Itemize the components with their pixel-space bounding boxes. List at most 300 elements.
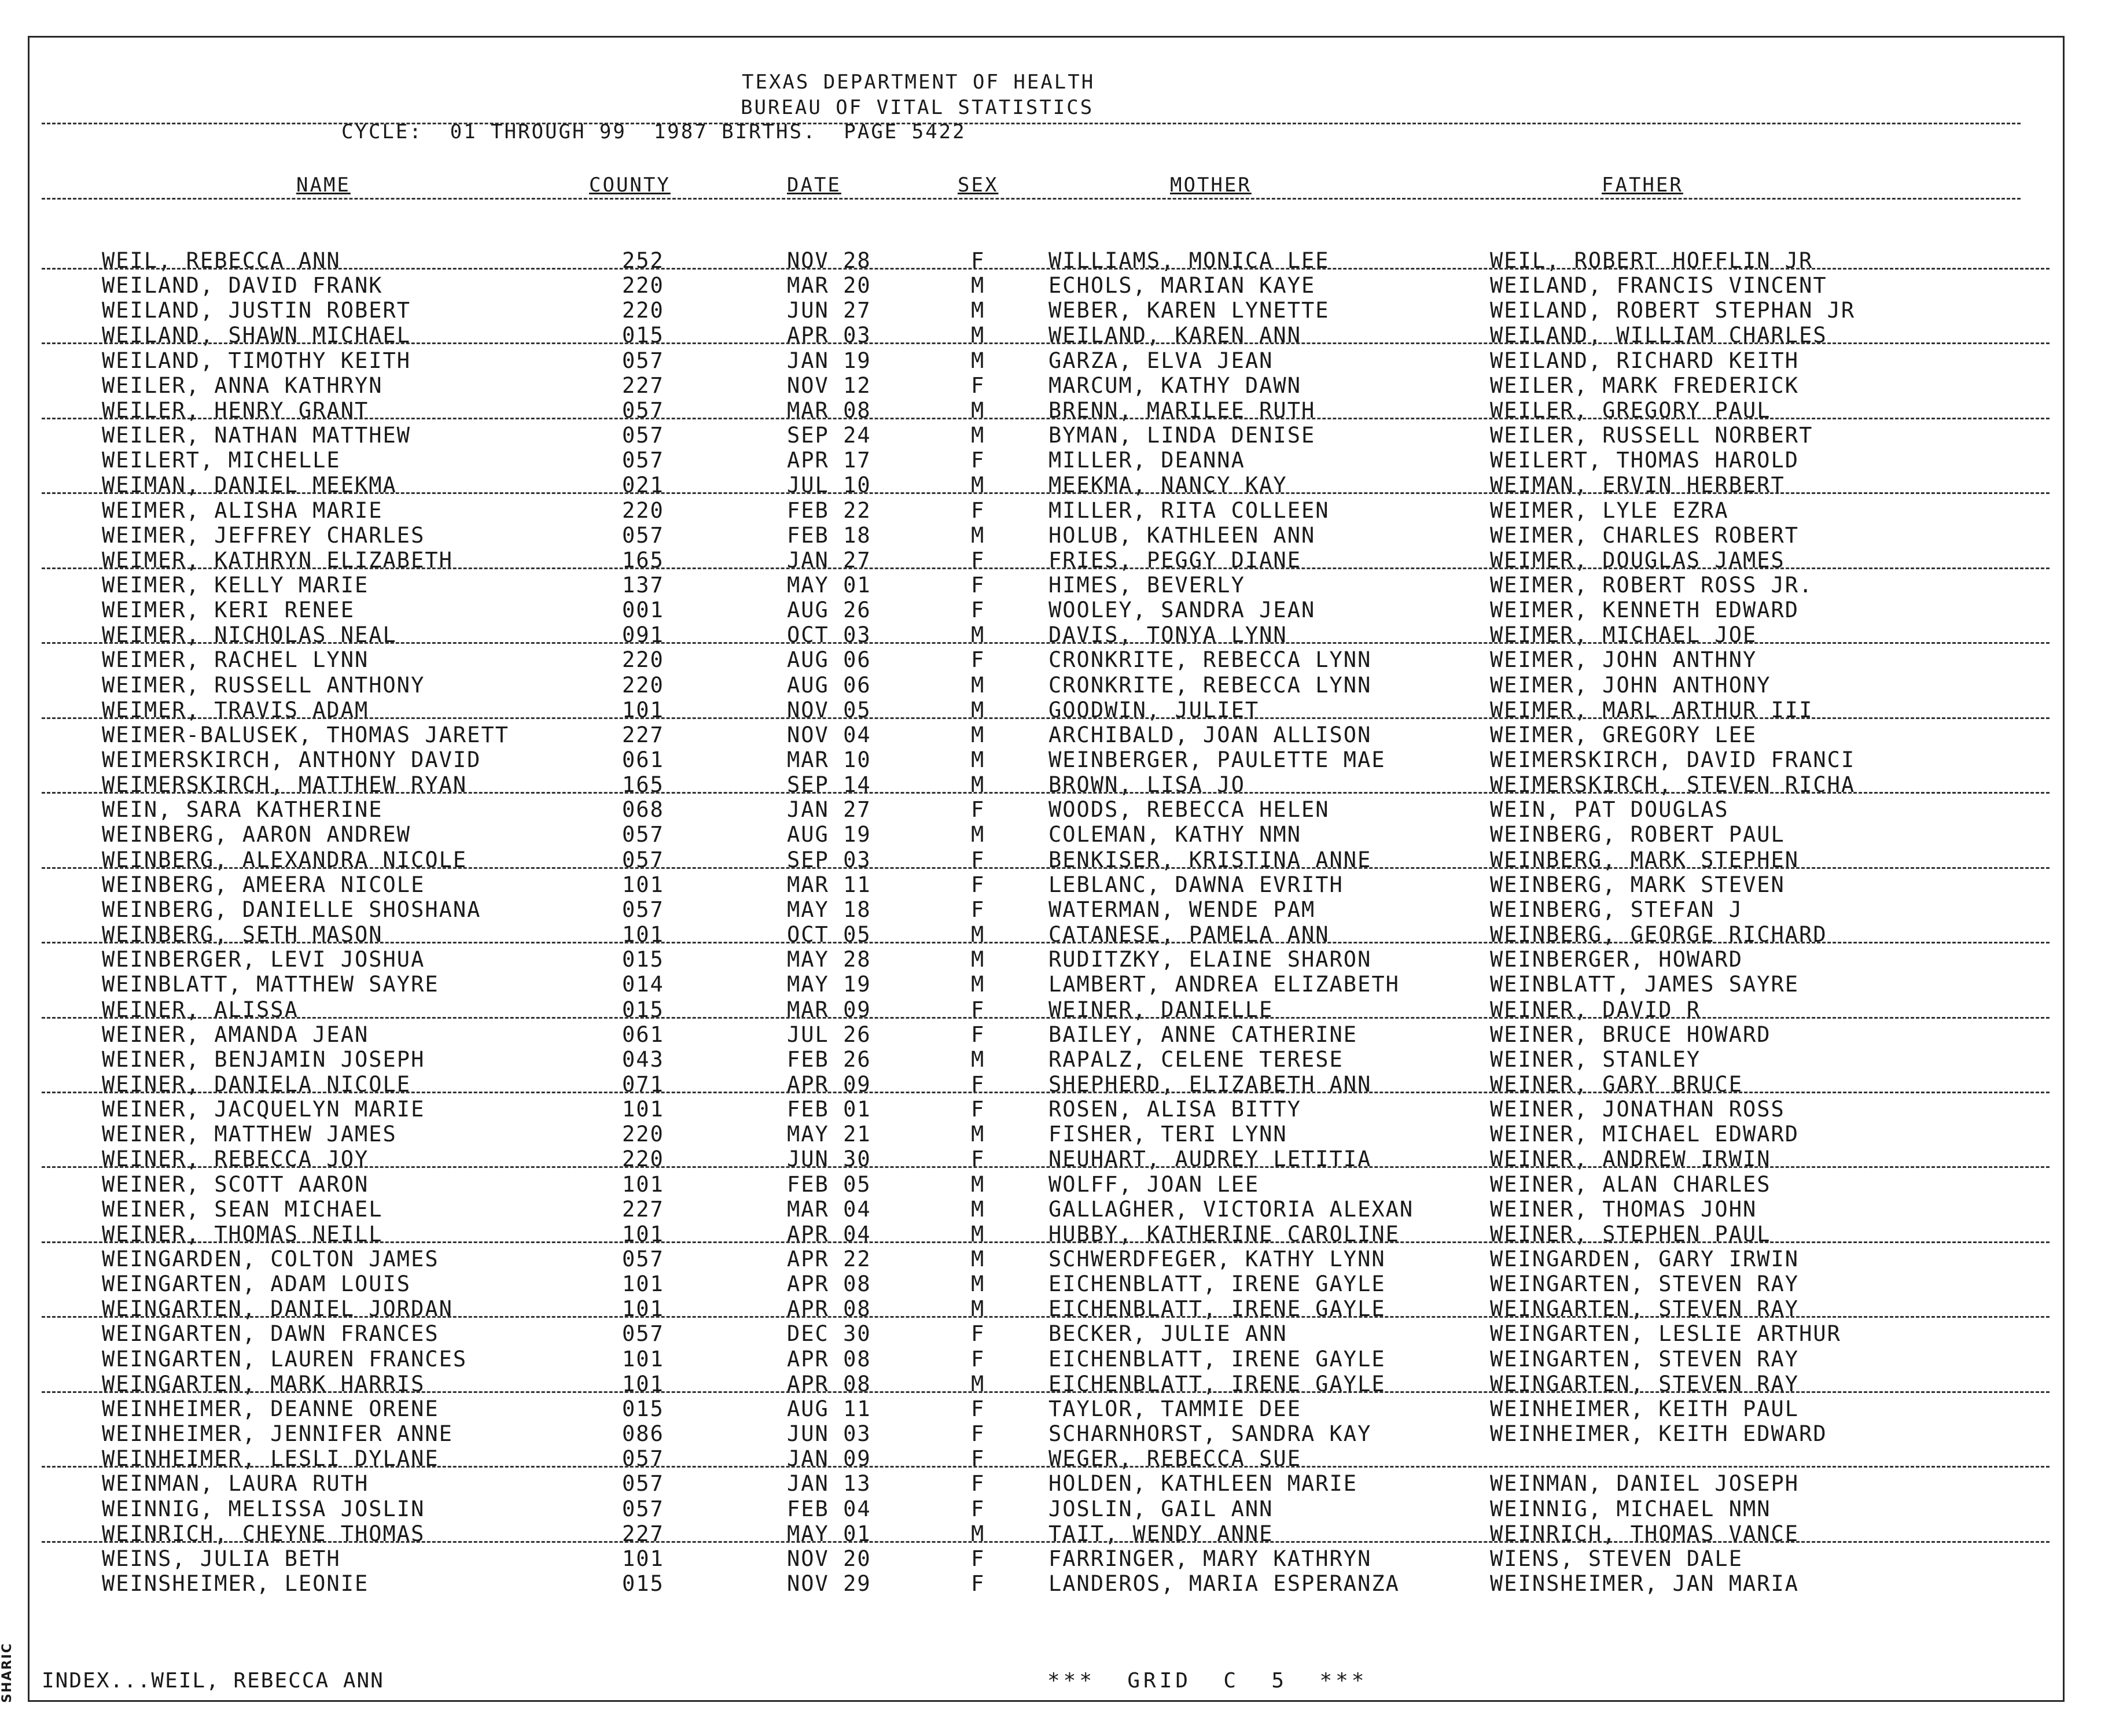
- cell-date: NOV 12: [787, 374, 871, 398]
- table-row: [0, 823, 2112, 847]
- cell-sex: F: [971, 598, 985, 622]
- side-stamp: [0, 1640, 21, 1709]
- cell-father: WEINER, THOMAS JOHN: [1490, 1197, 1757, 1222]
- cell-father: WEINSHEIMER, JAN MARIA: [1490, 1572, 1800, 1596]
- table-row: [0, 723, 2112, 747]
- cell-date: MAY 28: [787, 948, 871, 972]
- cell-county: 057: [622, 399, 664, 423]
- cell-name: WEINER, SCOTT AARON: [102, 1173, 369, 1197]
- cell-date: APR 04: [787, 1222, 871, 1247]
- cell-name: WEILAND, DAVID FRANK: [102, 274, 383, 298]
- cell-sex: M: [971, 748, 985, 772]
- table-row: [0, 1572, 2112, 1596]
- cell-mother: HUBBY, KATHERINE CAROLINE: [1048, 1222, 1400, 1247]
- cell-date: SEP 14: [787, 773, 871, 797]
- table-row: [0, 249, 2112, 273]
- cell-county: 101: [622, 1272, 664, 1296]
- cell-county: 015: [622, 323, 664, 348]
- header-rule: [42, 123, 2021, 124]
- cell-sex: M: [971, 923, 985, 947]
- cell-father: WEILER, RUSSELL NORBERT: [1490, 423, 1813, 448]
- cell-county: 220: [622, 298, 664, 323]
- cell-sex: F: [971, 848, 985, 872]
- cell-sex: F: [971, 499, 985, 523]
- cell-mother: EICHENBLATT, IRENE GAYLE: [1048, 1297, 1386, 1321]
- table-row: [0, 648, 2112, 672]
- cell-county: 227: [622, 1197, 664, 1222]
- cell-mother: ARCHIBALD, JOAN ALLISON: [1048, 723, 1372, 747]
- table-row: [0, 623, 2112, 647]
- cell-mother: EICHENBLATT, IRENE GAYLE: [1048, 1347, 1386, 1372]
- table-row: [0, 1272, 2112, 1296]
- table-row: [0, 573, 2112, 598]
- cell-father: WEINER, DAVID R: [1490, 998, 1701, 1022]
- cell-name: WEINBERG, DANIELLE SHOSHANA: [102, 898, 481, 922]
- cell-mother: DAVIS, TONYA LYNN: [1048, 623, 1287, 647]
- table-row: [0, 972, 2112, 997]
- cell-mother: FISHER, TERI LYNN: [1048, 1122, 1287, 1147]
- cell-mother: LAMBERT, ANDREA ELIZABETH: [1048, 972, 1400, 997]
- cell-mother: HIMES, BEVERLY: [1048, 573, 1245, 598]
- cell-father: WEILAND, ROBERT STEPHAN JR: [1490, 298, 1856, 323]
- cell-sex: F: [971, 374, 985, 398]
- cell-father: WEINER, ANDREW IRWIN: [1490, 1147, 1771, 1171]
- cell-date: JAN 27: [787, 548, 871, 573]
- cell-mother: FRIES, PEGGY DIANE: [1048, 548, 1301, 573]
- cell-name: WEINSHEIMER, LEONIE: [102, 1572, 369, 1596]
- cell-name: WEIMER, NICHOLAS NEAL: [102, 623, 397, 647]
- cell-date: AUG 19: [787, 823, 871, 847]
- cell-county: 071: [622, 1072, 664, 1097]
- cell-mother: HOLUB, KATHLEEN ANN: [1048, 524, 1316, 548]
- table-row: [0, 1322, 2112, 1346]
- cell-name: WEIMER, ALISHA MARIE: [102, 499, 383, 523]
- cell-county: 220: [622, 1147, 664, 1171]
- cell-name: WEIMERSKIRCH, ANTHONY DAVID: [102, 748, 481, 772]
- table-row: [0, 423, 2112, 448]
- table-row: [0, 473, 2112, 497]
- cell-date: MAR 08: [787, 399, 871, 423]
- cell-name: WEIN, SARA KATHERINE: [102, 798, 383, 822]
- cell-county: 015: [622, 948, 664, 972]
- table-row: [0, 1422, 2112, 1446]
- cell-name: WEINGARDEN, COLTON JAMES: [102, 1247, 439, 1271]
- cell-mother: WEILAND, KAREN ANN: [1048, 323, 1301, 348]
- table-row: [0, 1372, 2112, 1396]
- cell-sex: F: [971, 448, 985, 473]
- table-row: [0, 323, 2112, 348]
- cell-father: WEIMER, GREGORY LEE: [1490, 723, 1757, 747]
- cell-date: MAR 09: [787, 998, 871, 1022]
- cell-father: WEINBLATT, JAMES SAYRE: [1490, 972, 1800, 997]
- cell-name: WEILAND, TIMOTHY KEITH: [102, 349, 411, 373]
- cell-sex: M: [971, 1522, 985, 1546]
- cell-father: WEIMER, LYLE EZRA: [1490, 499, 1729, 523]
- cell-sex: F: [971, 873, 985, 897]
- cell-mother: WEGER, REBECCA SUE: [1048, 1447, 1301, 1471]
- cell-county: 165: [622, 548, 664, 573]
- column-mother: MOTHER: [1170, 174, 1252, 197]
- cell-mother: WATERMAN, WENDE PAM: [1048, 898, 1316, 922]
- cell-mother: BAILEY, ANNE CATHERINE: [1048, 1023, 1358, 1047]
- cell-name: WEIMER, RUSSELL ANTHONY: [102, 673, 425, 698]
- cell-sex: F: [971, 548, 985, 573]
- cell-sex: M: [971, 524, 985, 548]
- table-row: [0, 673, 2112, 698]
- cell-father: WEIL, ROBERT HOFFLIN JR: [1490, 249, 1813, 273]
- cell-date: APR 08: [787, 1372, 871, 1396]
- cell-county: 057: [622, 1322, 664, 1346]
- cell-father: WEIN, PAT DOUGLAS: [1490, 798, 1729, 822]
- cell-mother: CATANESE, PAMELA ANN: [1048, 923, 1330, 947]
- cell-county: 101: [622, 923, 664, 947]
- table-row: [0, 773, 2112, 797]
- cell-sex: F: [971, 1422, 985, 1446]
- cell-father: WEIMER, DOUGLAS JAMES: [1490, 548, 1785, 573]
- cell-father: WEILAND, RICHARD KEITH: [1490, 349, 1800, 373]
- cell-date: MAY 01: [787, 1522, 871, 1546]
- cell-sex: F: [971, 1097, 985, 1122]
- cell-father: WEIMAN, ERVIN HERBERT: [1490, 473, 1785, 497]
- cell-mother: BROWN, LISA JO: [1048, 773, 1245, 797]
- cell-name: WEINBERGER, LEVI JOSHUA: [102, 948, 425, 972]
- cell-sex: M: [971, 298, 985, 323]
- cell-mother: BENKISER, KRISTINA ANNE: [1048, 848, 1372, 872]
- cell-father: WEILAND, FRANCIS VINCENT: [1490, 274, 1827, 298]
- cell-date: APR 08: [787, 1272, 871, 1296]
- cell-name: WEIMER, JEFFREY CHARLES: [102, 524, 425, 548]
- cell-father: WEINBERGER, HOWARD: [1490, 948, 1743, 972]
- cell-date: FEB 26: [787, 1048, 871, 1072]
- cell-father: WEIMER, KENNETH EDWARD: [1490, 598, 1800, 622]
- cell-name: WEINS, JULIA BETH: [102, 1547, 341, 1571]
- cell-county: 057: [622, 823, 664, 847]
- cell-father: WEINGARDEN, GARY IRWIN: [1490, 1247, 1800, 1271]
- table-row: [0, 923, 2112, 947]
- cell-date: FEB 04: [787, 1497, 871, 1521]
- cell-sex: F: [971, 1472, 985, 1496]
- cell-name: WEIMER, KELLY MARIE: [102, 573, 369, 598]
- cell-name: WEINER, BENJAMIN JOSEPH: [102, 1048, 425, 1072]
- cell-mother: RAPALZ, CELENE TERESE: [1048, 1048, 1344, 1072]
- cell-mother: COLEMAN, KATHY NMN: [1048, 823, 1301, 847]
- column-name: NAME: [296, 174, 351, 197]
- cell-county: 227: [622, 374, 664, 398]
- cell-sex: M: [971, 1272, 985, 1296]
- cell-name: WEIL, REBECCA ANN: [102, 249, 341, 273]
- cell-date: FEB 01: [787, 1097, 871, 1122]
- cell-county: 014: [622, 972, 664, 997]
- cell-name: WEINER, AMANDA JEAN: [102, 1023, 369, 1047]
- cell-county: 061: [622, 1023, 664, 1047]
- cell-date: FEB 05: [787, 1173, 871, 1197]
- cell-mother: ECHOLS, MARIAN KAYE: [1048, 274, 1316, 298]
- cell-sex: F: [971, 1147, 985, 1171]
- cell-date: JUL 10: [787, 473, 871, 497]
- cell-county: 057: [622, 1497, 664, 1521]
- cell-name: WEILAND, JUSTIN ROBERT: [102, 298, 411, 323]
- cell-county: 137: [622, 573, 664, 598]
- cell-name: WEINER, DANIELA NICOLE: [102, 1072, 411, 1097]
- cell-father: WEINER, ALAN CHARLES: [1490, 1173, 1771, 1197]
- cell-date: FEB 18: [787, 524, 871, 548]
- cell-name: WEILER, NATHAN MATTHEW: [102, 423, 411, 448]
- cell-county: 057: [622, 423, 664, 448]
- cell-county: 227: [622, 1522, 664, 1546]
- cell-mother: BRENN, MARILEE RUTH: [1048, 399, 1316, 423]
- cell-father: WEINHEIMER, KEITH PAUL: [1490, 1397, 1800, 1421]
- cell-sex: M: [971, 623, 985, 647]
- cell-sex: M: [971, 399, 985, 423]
- cell-county: 101: [622, 1297, 664, 1321]
- cell-sex: F: [971, 898, 985, 922]
- table-row: [0, 1247, 2112, 1271]
- cell-sex: F: [971, 648, 985, 672]
- cell-sex: M: [971, 1222, 985, 1247]
- cell-mother: FARRINGER, MARY KATHRYN: [1048, 1547, 1372, 1571]
- cell-date: NOV 28: [787, 249, 871, 273]
- cell-mother: MARCUM, KATHY DAWN: [1048, 374, 1301, 398]
- cell-father: WEINGARTEN, STEVEN RAY: [1490, 1372, 1800, 1396]
- cell-date: SEP 24: [787, 423, 871, 448]
- cell-father: WEINGARTEN, STEVEN RAY: [1490, 1297, 1800, 1321]
- table-row: [0, 698, 2112, 723]
- cell-mother: WEINBERGER, PAULETTE MAE: [1048, 748, 1386, 772]
- cell-date: MAR 11: [787, 873, 871, 897]
- column-county: COUNTY: [589, 174, 671, 197]
- cell-mother: EICHENBLATT, IRENE GAYLE: [1048, 1372, 1386, 1396]
- cell-county: 015: [622, 1572, 664, 1596]
- cell-father: WEINER, MICHAEL EDWARD: [1490, 1122, 1800, 1147]
- cell-mother: CRONKRITE, REBECCA LYNN: [1048, 648, 1372, 672]
- cell-sex: F: [971, 573, 985, 598]
- cell-mother: GARZA, ELVA JEAN: [1048, 349, 1274, 373]
- cell-sex: M: [971, 473, 985, 497]
- side-stamp-text: SHARIC: [0, 1642, 14, 1703]
- table-row: [0, 1397, 2112, 1421]
- cell-name: WEILER, HENRY GRANT: [102, 399, 369, 423]
- cell-mother: LANDEROS, MARIA ESPERANZA: [1048, 1572, 1400, 1596]
- cell-father: WEINBERG, STEFAN J: [1490, 898, 1743, 922]
- cell-county: 101: [622, 1547, 664, 1571]
- cell-county: 220: [622, 673, 664, 698]
- cell-date: JUN 03: [787, 1422, 871, 1446]
- cell-name: WEIMER, KERI RENEE: [102, 598, 355, 622]
- cell-sex: M: [971, 723, 985, 747]
- column-father: FATHER: [1602, 174, 1683, 197]
- cell-date: MAY 01: [787, 573, 871, 598]
- cell-mother: LEBLANC, DAWNA EVRITH: [1048, 873, 1344, 897]
- cell-father: WEINBERG, GEORGE RICHARD: [1490, 923, 1827, 947]
- cell-mother: SHEPHERD, ELIZABETH ANN: [1048, 1072, 1372, 1097]
- cell-sex: M: [971, 948, 985, 972]
- cell-mother: BECKER, JULIE ANN: [1048, 1322, 1287, 1346]
- cell-name: WEILERT, MICHELLE: [102, 448, 341, 473]
- column-sex: SEX: [958, 174, 999, 197]
- cell-date: AUG 06: [787, 648, 871, 672]
- cell-name: WEINGARTEN, DAWN FRANCES: [102, 1322, 439, 1346]
- cell-father: WEINBERG, MARK STEVEN: [1490, 873, 1785, 897]
- cell-county: 101: [622, 1173, 664, 1197]
- cell-name: WEINBERG, AMEERA NICOLE: [102, 873, 425, 897]
- cell-county: 252: [622, 249, 664, 273]
- table-row: [0, 1048, 2112, 1072]
- cell-sex: F: [971, 1347, 985, 1372]
- table-row: [0, 998, 2112, 1022]
- cell-father: WEIMERSKIRCH, DAVID FRANCI: [1490, 748, 1856, 772]
- cell-mother: ROSEN, ALISA BITTY: [1048, 1097, 1301, 1122]
- cell-name: WEINHEIMER, LESLI DYLANE: [102, 1447, 439, 1471]
- table-row: [0, 1197, 2112, 1222]
- cell-date: JAN 09: [787, 1447, 871, 1471]
- cell-sex: M: [971, 673, 985, 698]
- cell-date: MAR 20: [787, 274, 871, 298]
- table-row: [0, 349, 2112, 373]
- table-row: [0, 524, 2112, 548]
- cell-father: WEINRICH, THOMAS VANCE: [1490, 1522, 1800, 1546]
- cell-father: WEIMER, JOHN ANTHNY: [1490, 648, 1757, 672]
- cell-sex: F: [971, 1072, 985, 1097]
- cell-name: WEINNIG, MELISSA JOSLIN: [102, 1497, 425, 1521]
- cell-date: JUL 26: [787, 1023, 871, 1047]
- cell-date: APR 22: [787, 1247, 871, 1271]
- cell-father: WEINER, GARY BRUCE: [1490, 1072, 1743, 1097]
- cell-date: APR 17: [787, 448, 871, 473]
- cell-county: 101: [622, 1347, 664, 1372]
- cell-date: MAY 19: [787, 972, 871, 997]
- cell-county: 057: [622, 898, 664, 922]
- cell-name: WEINGARTEN, LAUREN FRANCES: [102, 1347, 468, 1372]
- cell-mother: BYMAN, LINDA DENISE: [1048, 423, 1316, 448]
- cell-date: MAY 18: [787, 898, 871, 922]
- cell-county: 165: [622, 773, 664, 797]
- cell-sex: F: [971, 1547, 985, 1571]
- cell-sex: M: [971, 773, 985, 797]
- table-row: [0, 399, 2112, 423]
- cell-mother: CRONKRITE, REBECCA LYNN: [1048, 673, 1372, 698]
- cell-county: 057: [622, 349, 664, 373]
- cell-county: 220: [622, 274, 664, 298]
- cell-name: WEINGARTEN, MARK HARRIS: [102, 1372, 425, 1396]
- cell-sex: M: [971, 1173, 985, 1197]
- cell-county: 057: [622, 1247, 664, 1271]
- table-row: [0, 274, 2112, 298]
- cell-date: NOV 04: [787, 723, 871, 747]
- cell-date: DEC 30: [787, 1322, 871, 1346]
- cell-mother: WOODS, REBECCA HELEN: [1048, 798, 1330, 822]
- cell-father: WEIMER, CHARLES ROBERT: [1490, 524, 1800, 548]
- table-row: [0, 548, 2112, 573]
- cell-county: 091: [622, 623, 664, 647]
- cell-name: WEILER, ANNA KATHRYN: [102, 374, 383, 398]
- table-row: [0, 848, 2112, 872]
- cell-sex: F: [971, 1397, 985, 1421]
- cell-date: APR 03: [787, 323, 871, 348]
- cell-date: AUG 11: [787, 1397, 871, 1421]
- cell-sex: M: [971, 823, 985, 847]
- cell-sex: F: [971, 1497, 985, 1521]
- cell-sex: F: [971, 249, 985, 273]
- cell-date: MAY 21: [787, 1122, 871, 1147]
- cell-father: WEINGARTEN, LESLIE ARTHUR: [1490, 1322, 1841, 1346]
- cell-county: 101: [622, 1222, 664, 1247]
- table-row: [0, 1222, 2112, 1247]
- cell-county: 220: [622, 499, 664, 523]
- cell-name: WEILAND, SHAWN MICHAEL: [102, 323, 411, 348]
- cell-date: MAR 04: [787, 1197, 871, 1222]
- column-date: DATE: [787, 174, 841, 197]
- table-row: [0, 1522, 2112, 1546]
- cell-county: 057: [622, 1472, 664, 1496]
- cell-date: FEB 22: [787, 499, 871, 523]
- cell-name: WEINHEIMER, JENNIFER ANNE: [102, 1422, 453, 1446]
- cell-father: WEINER, STANLEY: [1490, 1048, 1701, 1072]
- cell-name: WEINER, REBECCA JOY: [102, 1147, 369, 1171]
- cell-county: 015: [622, 1397, 664, 1421]
- cell-sex: M: [971, 972, 985, 997]
- cell-name: WEINER, ALISSA: [102, 998, 299, 1022]
- header-bureau: BUREAU OF VITAL STATISTICS: [741, 96, 1094, 119]
- cell-mother: TAIT, WENDY ANNE: [1048, 1522, 1274, 1546]
- cell-father: WEINHEIMER, KEITH EDWARD: [1490, 1422, 1827, 1446]
- footer-index: INDEX...WEIL, REBECCA ANN: [42, 1669, 384, 1693]
- cell-mother: GALLAGHER, VICTORIA ALEXAN: [1048, 1197, 1414, 1222]
- cell-date: AUG 06: [787, 673, 871, 698]
- cell-date: APR 09: [787, 1072, 871, 1097]
- cell-date: JAN 13: [787, 1472, 871, 1496]
- table-row: [0, 448, 2112, 473]
- cell-sex: M: [971, 274, 985, 298]
- cell-father: WEINER, STEPHEN PAUL: [1490, 1222, 1771, 1247]
- cell-name: WEINBLATT, MATTHEW SAYRE: [102, 972, 439, 997]
- cell-mother: SCHARNHORST, SANDRA KAY: [1048, 1422, 1372, 1446]
- cell-sex: F: [971, 1572, 985, 1596]
- cell-mother: RUDITZKY, ELAINE SHARON: [1048, 948, 1372, 972]
- cell-mother: JOSLIN, GAIL ANN: [1048, 1497, 1274, 1521]
- cell-name: WEIMER, TRAVIS ADAM: [102, 698, 369, 723]
- cell-father: WEINBERG, MARK STEPHEN: [1490, 848, 1800, 872]
- cell-father: WEIMER, JOHN ANTHONY: [1490, 673, 1771, 698]
- cell-sex: M: [971, 1197, 985, 1222]
- table-row: [0, 499, 2112, 523]
- cell-date: NOV 05: [787, 698, 871, 723]
- table-row: [0, 898, 2112, 922]
- table-row: [0, 298, 2112, 323]
- cell-mother: MEEKMA, NANCY KAY: [1048, 473, 1287, 497]
- cell-date: OCT 05: [787, 923, 871, 947]
- cell-county: 061: [622, 748, 664, 772]
- cell-date: MAR 10: [787, 748, 871, 772]
- cell-father: WEILER, MARK FREDERICK: [1490, 374, 1800, 398]
- table-row: [0, 374, 2112, 398]
- cell-county: 101: [622, 698, 664, 723]
- cell-sex: M: [971, 423, 985, 448]
- cell-name: WEINER, SEAN MICHAEL: [102, 1197, 383, 1222]
- cell-father: WEIMER, MARL ARTHUR III: [1490, 698, 1813, 723]
- cell-county: 057: [622, 1447, 664, 1471]
- cell-date: NOV 29: [787, 1572, 871, 1596]
- table-row: [0, 873, 2112, 897]
- cell-date: APR 08: [787, 1347, 871, 1372]
- cell-county: 021: [622, 473, 664, 497]
- cell-father: WEINGARTEN, STEVEN RAY: [1490, 1272, 1800, 1296]
- cell-mother: TAYLOR, TAMMIE DEE: [1048, 1397, 1301, 1421]
- cell-father: WEINER, JONATHAN ROSS: [1490, 1097, 1785, 1122]
- cell-mother: SCHWERDFEGER, KATHY LYNN: [1048, 1247, 1386, 1271]
- table-row: [0, 1497, 2112, 1521]
- cell-county: 057: [622, 448, 664, 473]
- table-row: [0, 1097, 2112, 1122]
